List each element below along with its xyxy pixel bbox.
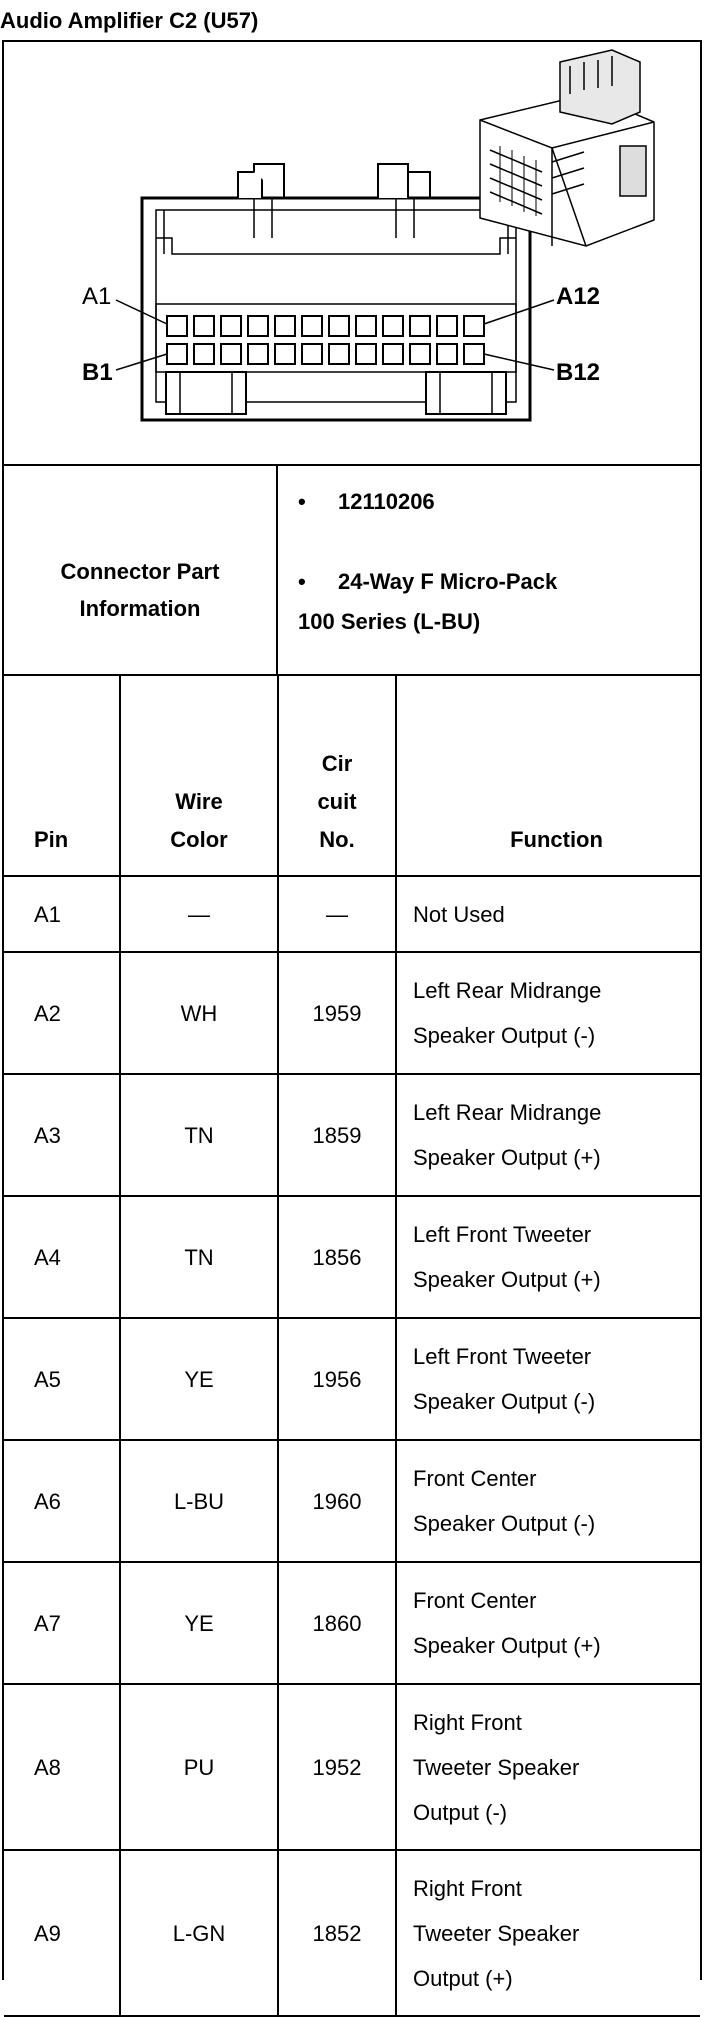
pin-cell: A9 [4,1850,120,2016]
function-cell [396,876,700,952]
label-b1: B1 [82,359,113,386]
function-line: Speaker Output (-) [413,1389,596,1414]
description-line1: 24-Way F Micro-Pack [338,569,558,594]
function-cell [396,1440,700,1562]
connector-part-info-values [280,466,698,674]
wire-color-cell: YE [120,1562,278,1684]
function-line: Right Front [413,1709,522,1735]
function-line: Output (+) [413,1965,513,1991]
circuit-number-cell: 1859 [278,1074,396,1196]
wire-color-cell: YE [120,1318,278,1440]
function-line: Tweeter Speaker [413,1754,580,1780]
table-row [4,1684,700,1850]
info-label-line1: Connector Part [60,559,220,584]
table-row [4,952,700,1074]
function-line: Right Front [413,1875,522,1901]
part-number-line [298,482,435,522]
page-title: Audio Amplifier C2 (U57) [0,8,259,33]
pin-cell: A5 [4,1318,120,1440]
label-b12: B12 [556,359,601,386]
pin-cell: A6 [4,1440,120,1562]
connector-part-info [4,466,700,676]
label-a1: A1 [82,283,112,310]
function-line: Speaker Output (-) [413,1511,596,1536]
wire-color-cell: L-GN [120,1850,278,2016]
function-line: Speaker Output (+) [413,1145,601,1170]
circuit-number-cell: — [278,876,396,952]
info-label-line2: Information [79,596,201,621]
table-row [4,1562,700,1684]
wire-color-cell: TN [120,1196,278,1318]
circuit-number-cell: 1952 [278,1684,396,1850]
function-cell [396,1074,700,1196]
description-line [298,562,557,602]
circuit-number-cell: 1959 [278,952,396,1074]
function-line: Front Center [413,1466,537,1491]
circuit-number-cell: 1860 [278,1562,396,1684]
table-row [4,1440,700,1562]
connector-3d-icon [480,50,654,246]
function-line: Speaker Output (-) [413,1023,596,1048]
table-row [4,1850,700,2016]
function-line: Tweeter Speaker [413,1920,580,1946]
pin-cell: A7 [4,1562,120,1684]
function-cell [396,1562,700,1684]
table-row [4,1074,700,1196]
pin-cell: A4 [4,1196,120,1318]
table-row [4,1196,700,1318]
pin-cell: A1 [4,876,120,952]
connector-face-drawing [4,42,700,464]
circuit-number-cell: 1856 [278,1196,396,1318]
wire-color-cell: L-BU [120,1440,278,1562]
connector-diagram [4,42,700,466]
description-line-2 [298,602,480,642]
function-cell [396,1196,700,1318]
function-cell [396,1684,700,1850]
function-line: Output (-) [413,1799,508,1825]
pin-cell: A3 [4,1074,120,1196]
connector-sheet [2,40,702,1991]
pin-table [4,674,700,2017]
function-cell [396,1318,700,1440]
function-line: Speaker Output (+) [413,1633,601,1658]
header-function: Function [396,674,700,876]
circuit-number-cell: 1956 [278,1318,396,1440]
pin-table-header [4,674,700,876]
wire-color-cell: TN [120,1074,278,1196]
function-line: Front Center [413,1588,537,1613]
header-pin: Pin [4,674,120,876]
part-number: 12110206 [338,489,435,514]
function-line: Left Rear Midrange [413,1100,602,1125]
circuit-number-cell: 1960 [278,1440,396,1562]
pin-cell: A2 [4,952,120,1074]
pin-cell: A8 [4,1684,120,1850]
header-wire-color: Wire Color [120,674,278,876]
header-circuit-number: Cir cuit No. [278,674,396,876]
wire-color-cell: WH [120,952,278,1074]
function-line: Not Used [413,901,505,927]
table-row [4,1318,700,1440]
description-line2: 100 Series (L-BU) [298,609,481,634]
function-line: Left Front Tweeter [413,1344,592,1369]
wire-color-cell: — [120,876,278,952]
table-row [4,876,700,952]
bullet: • [298,489,306,514]
wire-color-cell: PU [120,1684,278,1850]
function-cell [396,952,700,1074]
circuit-number-cell: 1852 [278,1850,396,2016]
label-a12: A12 [556,283,601,310]
connector-part-info-label [4,466,278,674]
function-cell [396,1850,700,2016]
function-line: Left Front Tweeter [413,1222,592,1247]
function-line: Left Rear Midrange [413,978,602,1003]
bullet: • [298,569,306,594]
function-line: Speaker Output (+) [413,1267,601,1292]
